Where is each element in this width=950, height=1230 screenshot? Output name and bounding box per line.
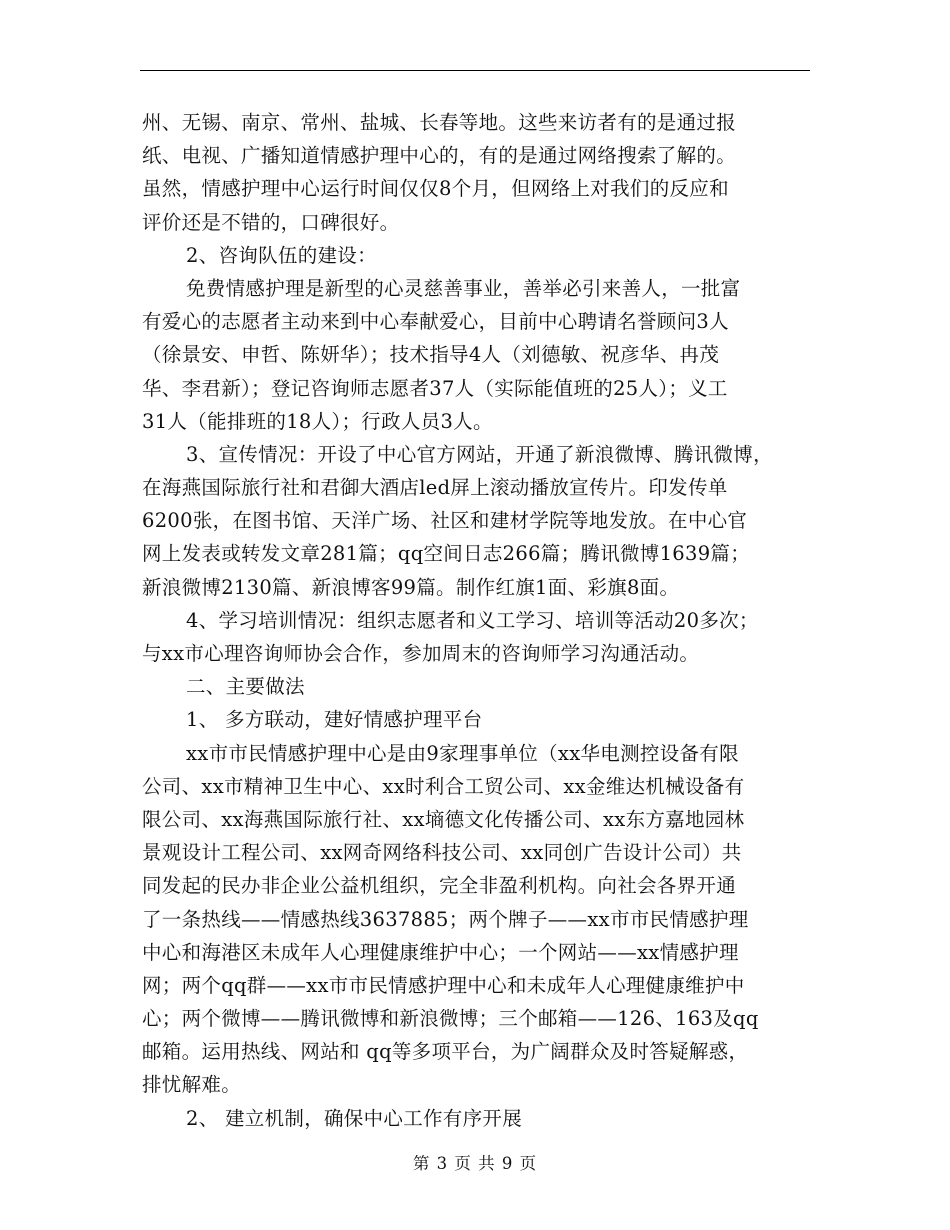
text-line: 景观设计工程公司、xx网奇网络科技公司、xx同创广告设计公司）共 (142, 841, 742, 865)
text-line: （徐景安、申哲、陈妍华）；技术指导4人（刘德敏、祝彦华、冉茂 (142, 343, 720, 367)
text-line: 有爱心的志愿者主动来到中心奉献爱心，目前中心聘请名誉顾问3人 (142, 310, 729, 334)
text-line: 同发起的民办非企业公益机组织，完全非盈利机构。向社会各界开通 (142, 874, 737, 898)
text-line: 6200张，在图书馆、天洋广场、社区和建材学院等地发放。在中心官 (142, 509, 748, 533)
page-number-footer: 第 3 页 共 9 页 (412, 1154, 538, 1173)
text-line: 了一条热线——情感热线3637885；两个牌子——xx市市民情感护理 (142, 907, 749, 931)
section-heading: 2、咨询队伍的建设： (186, 243, 377, 267)
text-line: 免费情感护理是新型的心灵慈善事业，善举必引来善人，一批富 (186, 276, 741, 300)
subsection-heading: 2、 建立机制，确保中心工作有序开展 (186, 1106, 523, 1130)
text-line: 华、李君新）；登记咨询师志愿者37人（实际能值班的25人）；义工 (142, 376, 728, 400)
text-line: 31人（能排班的18人）；行政人员3人。 (142, 409, 493, 433)
header-rule (140, 70, 810, 71)
text-line: 在海燕国际旅行社和君御大酒店led屏上滚动播放宣传片。印发传单 (142, 476, 728, 500)
text-line: 网上发表或转发文章281篇；qq空间日志266篇；腾讯微博1639篇； (142, 542, 751, 566)
text-line: 3、宣传情况：开设了中心官方网站，开通了新浪微博、腾讯微博， (186, 442, 773, 466)
document-body (142, 106, 822, 1135)
text-line: 心；两个微博——腾讯微博和新浪微博；三个邮箱——126、163及qq (142, 1007, 759, 1031)
text-line: 邮箱。运用热线、网站和 qq等多项平台，为广阔群众及时答疑解惑， (142, 1040, 749, 1064)
text-line: 虽然，情感护理中心运行时间仅仅8个月，但网络上对我们的反应和 (142, 177, 729, 201)
text-line: 州、无锡、南京、常州、盐城、长春等地。这些来访者有的是通过报 (142, 111, 737, 134)
text-line: 纸、电视、广播知道情感护理中心的，有的是通过网络搜索了解的。 (142, 144, 737, 168)
text-line: 与xx市心理咨询师协会合作，参加周末的咨询师学习沟通活动。 (142, 642, 700, 665)
section-heading: 二、主要做法 (186, 675, 305, 699)
text-line: 排忧解难。 (142, 1073, 242, 1097)
text-line: 新浪微博2130篇、新浪博客99篇。制作红旗1面、彩旗8面。 (142, 575, 680, 599)
subsection-heading: 1、 多方联动，建好情感护理平台 (186, 708, 483, 732)
text-line: 中心和海港区未成年人心理健康维护中心；一个网站——xx情感护理 (142, 940, 739, 964)
text-line: 限公司、xx海燕国际旅行社、xx墒德文化传播公司、xx东方嘉地园林 (142, 807, 745, 831)
text-line: 公司、xx市精神卫生中心、xx时利合工贸公司、xx金维达机械设备有 (142, 774, 745, 798)
text-line: 网；两个qq群——xx市市民情感护理中心和未成年人心理健康维护中 (142, 973, 745, 997)
text-line: 4、学习培训情况：组织志愿者和义工学习、培训等活动20多次； (186, 608, 759, 632)
text-line: 评价还是不错的，口碑很好。 (142, 210, 400, 234)
text-line: xx市市民情感护理中心是由9家理事单位（xx华电测控设备有限 (186, 741, 739, 765)
